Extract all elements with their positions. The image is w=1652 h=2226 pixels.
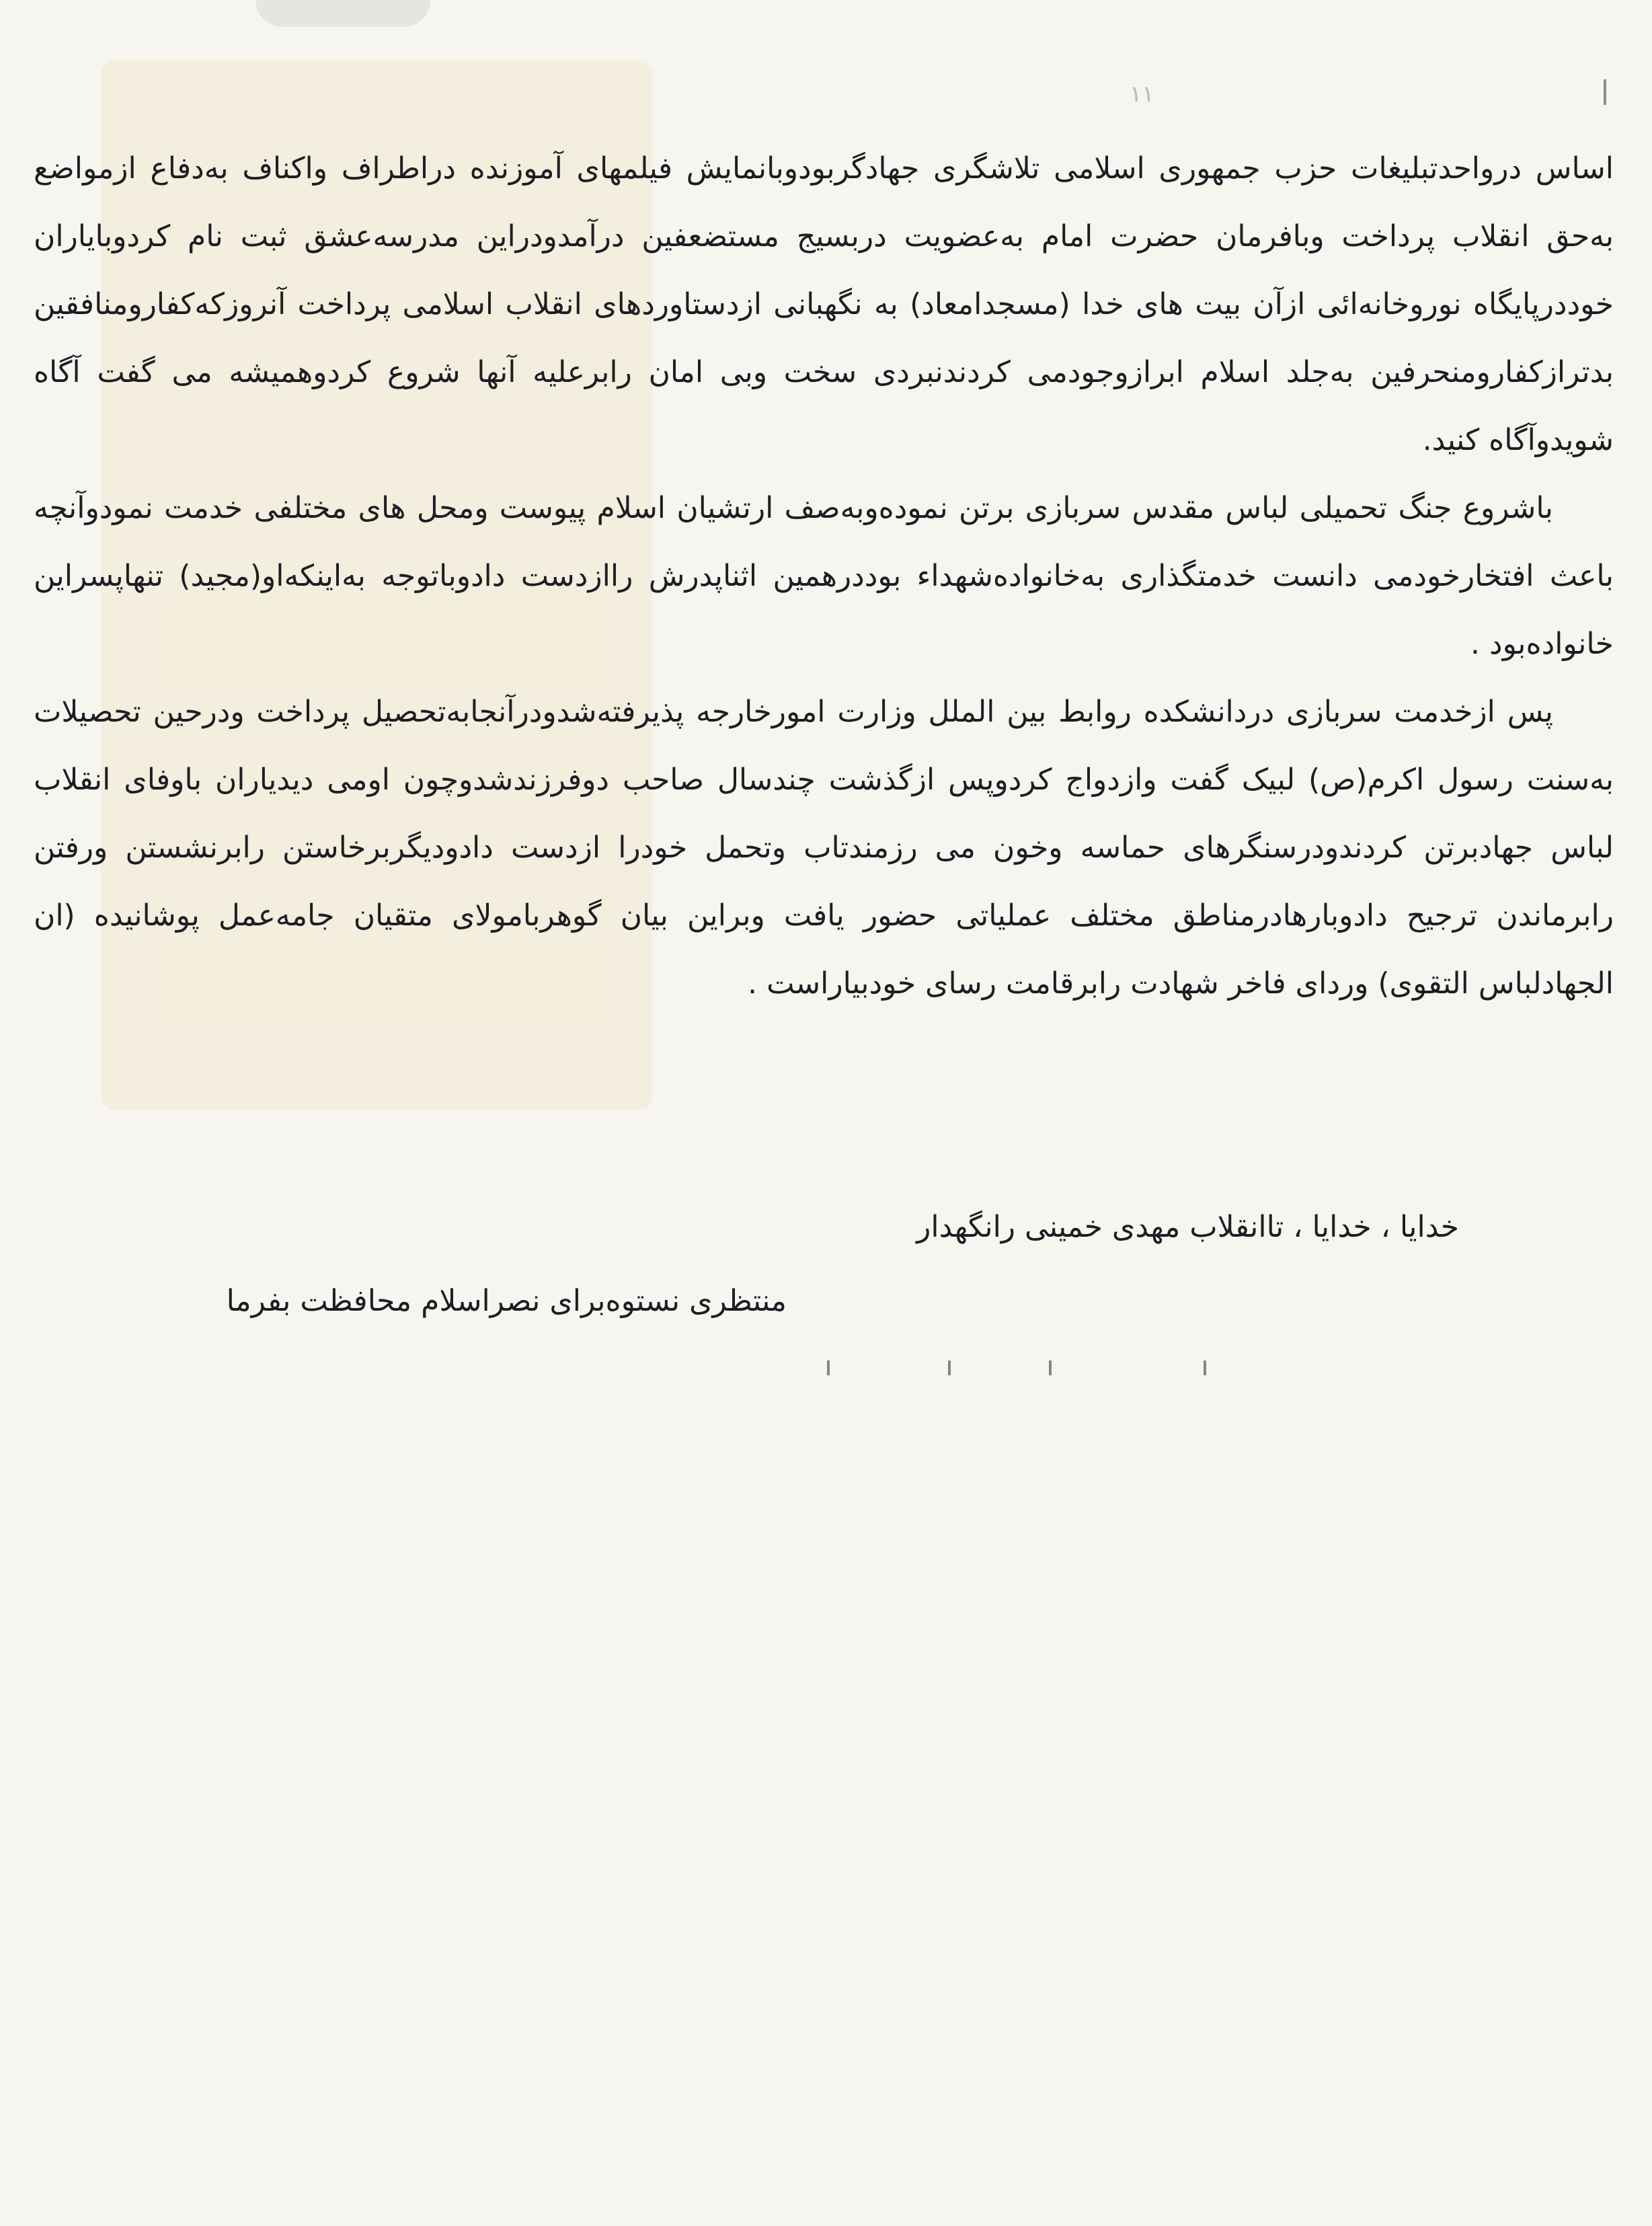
paragraph-2: باشروع جنگ تحمیلی لباس مقدس سربازی برتن نمودەوبەصف ارتشیان اسلام پیوست ومحل های مختلفی خدمت نمودوآنچه باعث افتخارخودمی دانست خدمتگذاری بەخانوادەشهداء بوددرهمین اثناپدرش راازدست دادوباتوجه بەاینکەاو(مجید) تنهاپسراین خانوادەبود . <box>34 491 1614 661</box>
margin-mark <box>1604 79 1606 105</box>
paragraph-1: اساس درواحدتبلیغات حزب جمهوری اسلامی تلاشگری جهادگربودوبانمایش فیلمهای آموزنده دراطراف واکناف بەدفاع ازمواضع بەحق انقلاب پرداخت وبافرمان حضرت امام بەعضویت دربسیج مستضعفین درآمدودراین مدرسەعشق ثبت نام کردوبایاران خوددرپایگاه نوروخانەائی ازآن بیت های خدا (مسجدامعاد) بە نگهبانی ازدستاوردهای انقلاب اسلامی پرداخت آنروزکەکفارومنافقین بدترازکفارومنحرفین بەجلد اسلام ابرازوجودمی کردندنبردی سخت وبی امان رابرعلیه آنها شروع کردوهمیشه می گفت آگاه شویدوآگاه کنید. <box>34 151 1614 457</box>
body-text <box>34 135 1614 1018</box>
top-smudge <box>255 0 430 27</box>
page-mark: ۱۱ <box>1130 81 1154 108</box>
closing-prayer-line-1: خدایا ، خدایا ، تاانقلاب مهدی خمینی رانگهدار <box>916 1210 1459 1244</box>
faint-pen-marks <box>827 1355 1257 1382</box>
paragraph-3: پس ازخدمت سربازی دردانشکده روابط بین الملل وزارت امورخارجه پذیرفتەشدودرآنجابەتحصیل پرداخت ودرحین تحصیلات بەسنت رسول اکرم(ص) لبیک گفت وازدواج کردوپس ازگذشت چندسال صاحب دوفرزندشدوچون اومی دیدیاران باوفای انقلاب لباس جهادبرتن کردندودرسنگرهای حماسه وخون می رزمندتاب وتحمل خودرا ازدست دادودیگربرخاستن رابرنشستن ورفتن رابرماندن ترجیح دادوبارهادرمناطق مختلف عملیاتی حضور یافت وبراین بیان گوهربامولای متقیان جامەعمل پوشانیده (ان الجهادلباس التقوی) وردای فاخر شهادت رابرقامت رسای خودبیاراست . <box>34 695 1614 1001</box>
closing-prayer-line-2: منتظری نستوەبرای نصراسلام محافظت بفرما <box>226 1284 787 1318</box>
